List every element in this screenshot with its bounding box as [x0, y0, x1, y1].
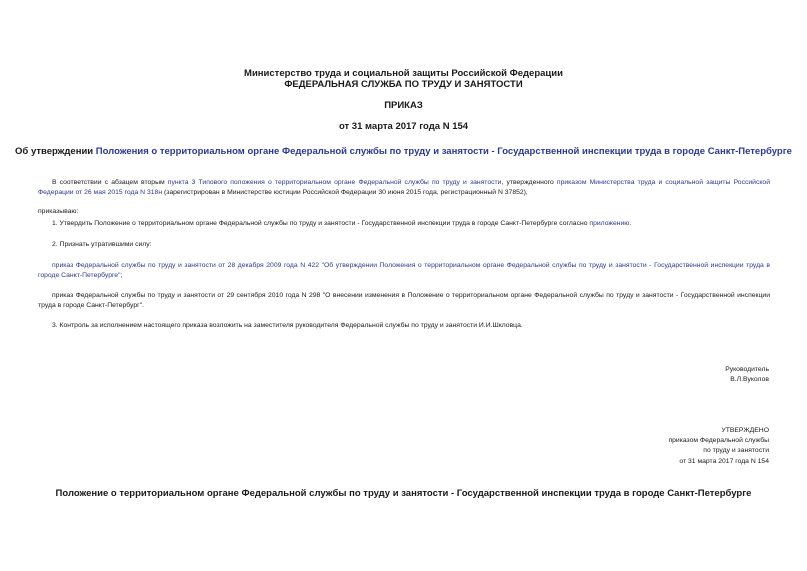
approval-stamp	[668, 426, 769, 467]
title-prefix: Об утверждении	[15, 146, 96, 157]
repealed-order-2: приказ Федеральной службы по труду и занятости от 29 сентября 2010 года N 298 "О внесении изменения в Положение о территориальном органе Федеральной службы по труду и занятости - Государственной инспекции труда в городе Санкт-Петербург".	[38, 292, 770, 310]
appendix-link[interactable]: приложению	[589, 220, 630, 227]
ministry-name: Министерство труда и социальной защиты Российской Федерации	[244, 68, 563, 79]
preamble-text-2: , утвержденного	[501, 179, 557, 186]
typical-regulation-link[interactable]: пункта 3 Типового положения о территориальном органе Федеральной службы по труду и занятости	[167, 179, 502, 186]
repealed-order-1	[38, 261, 770, 281]
order-word: приказываю:	[38, 208, 79, 215]
approval-line-3: по труду и занятости	[703, 447, 769, 455]
document-date: от 31 марта 2017 года N 154	[338, 121, 469, 132]
repealed-order-1-end: ;	[120, 272, 123, 280]
regulation-title: Положение о территориальном органе Федеральной службы по труду и занятости - Государственной инспекции труда в городе Санкт-Петербурге	[55, 488, 752, 499]
title-regulation-link[interactable]: Положения о территориальном органе Федеральной службы по труду и занятости - Государственной инспекции труда в городе Санкт-Петербурге	[95, 146, 792, 157]
item-3: 3. Контроль за исполнением настоящего приказа возложить на заместителя руководителя Федеральной службы по труду и занятости И.И.Шкловца.	[52, 322, 523, 329]
service-name: ФЕДЕРАЛЬНАЯ СЛУЖБА ПО ТРУДУ И ЗАНЯТОСТИ	[284, 79, 523, 90]
preamble-text-1: В соответствии с абзацем вторым	[52, 179, 168, 186]
item-1-text: 1. Утвердить Положение о территориальном органе Федеральной службы по труду и занятости - Государственной инспекции труда в городе Санкт-Петербурге согласно	[52, 220, 590, 227]
document-title	[0, 146, 807, 158]
ministry-order-link[interactable]: приказом Министерства труда и социальной защиты Российской Федерации от 26 мая 2015 года N 318н	[38, 179, 770, 197]
repealed-order-1-link[interactable]: приказ Федеральной службы по труду и занятости от 28 декабря 2009 года N 422 "Об утверждении Положения о территориальном органе Федеральной службы по труду и занятости - Государственной инспекции труда в городе Санкт-Петербурге"	[38, 262, 770, 280]
item-1-end: .	[629, 220, 632, 227]
document-type: ПРИКАЗ	[384, 100, 423, 111]
approval-line-1: УТВЕРЖДЕНО	[721, 427, 769, 434]
item-2: 2. Признать утратившими силу:	[52, 241, 152, 248]
item-1	[38, 219, 770, 229]
preamble-paragraph	[38, 178, 770, 198]
signature-role: Руководитель	[725, 366, 769, 373]
approval-line-4: от 31 марта 2017 года N 154	[679, 457, 769, 465]
approval-line-2: приказом Федеральной службы	[668, 437, 769, 445]
signature-name: В.Л.Вуколов	[730, 376, 769, 384]
signature-block	[725, 365, 769, 385]
preamble-text-3: (зарегистрирован в Министерстве юстиции Российской Федерации 30 июня 2015 года, регистрационный N 37852),	[162, 189, 528, 197]
